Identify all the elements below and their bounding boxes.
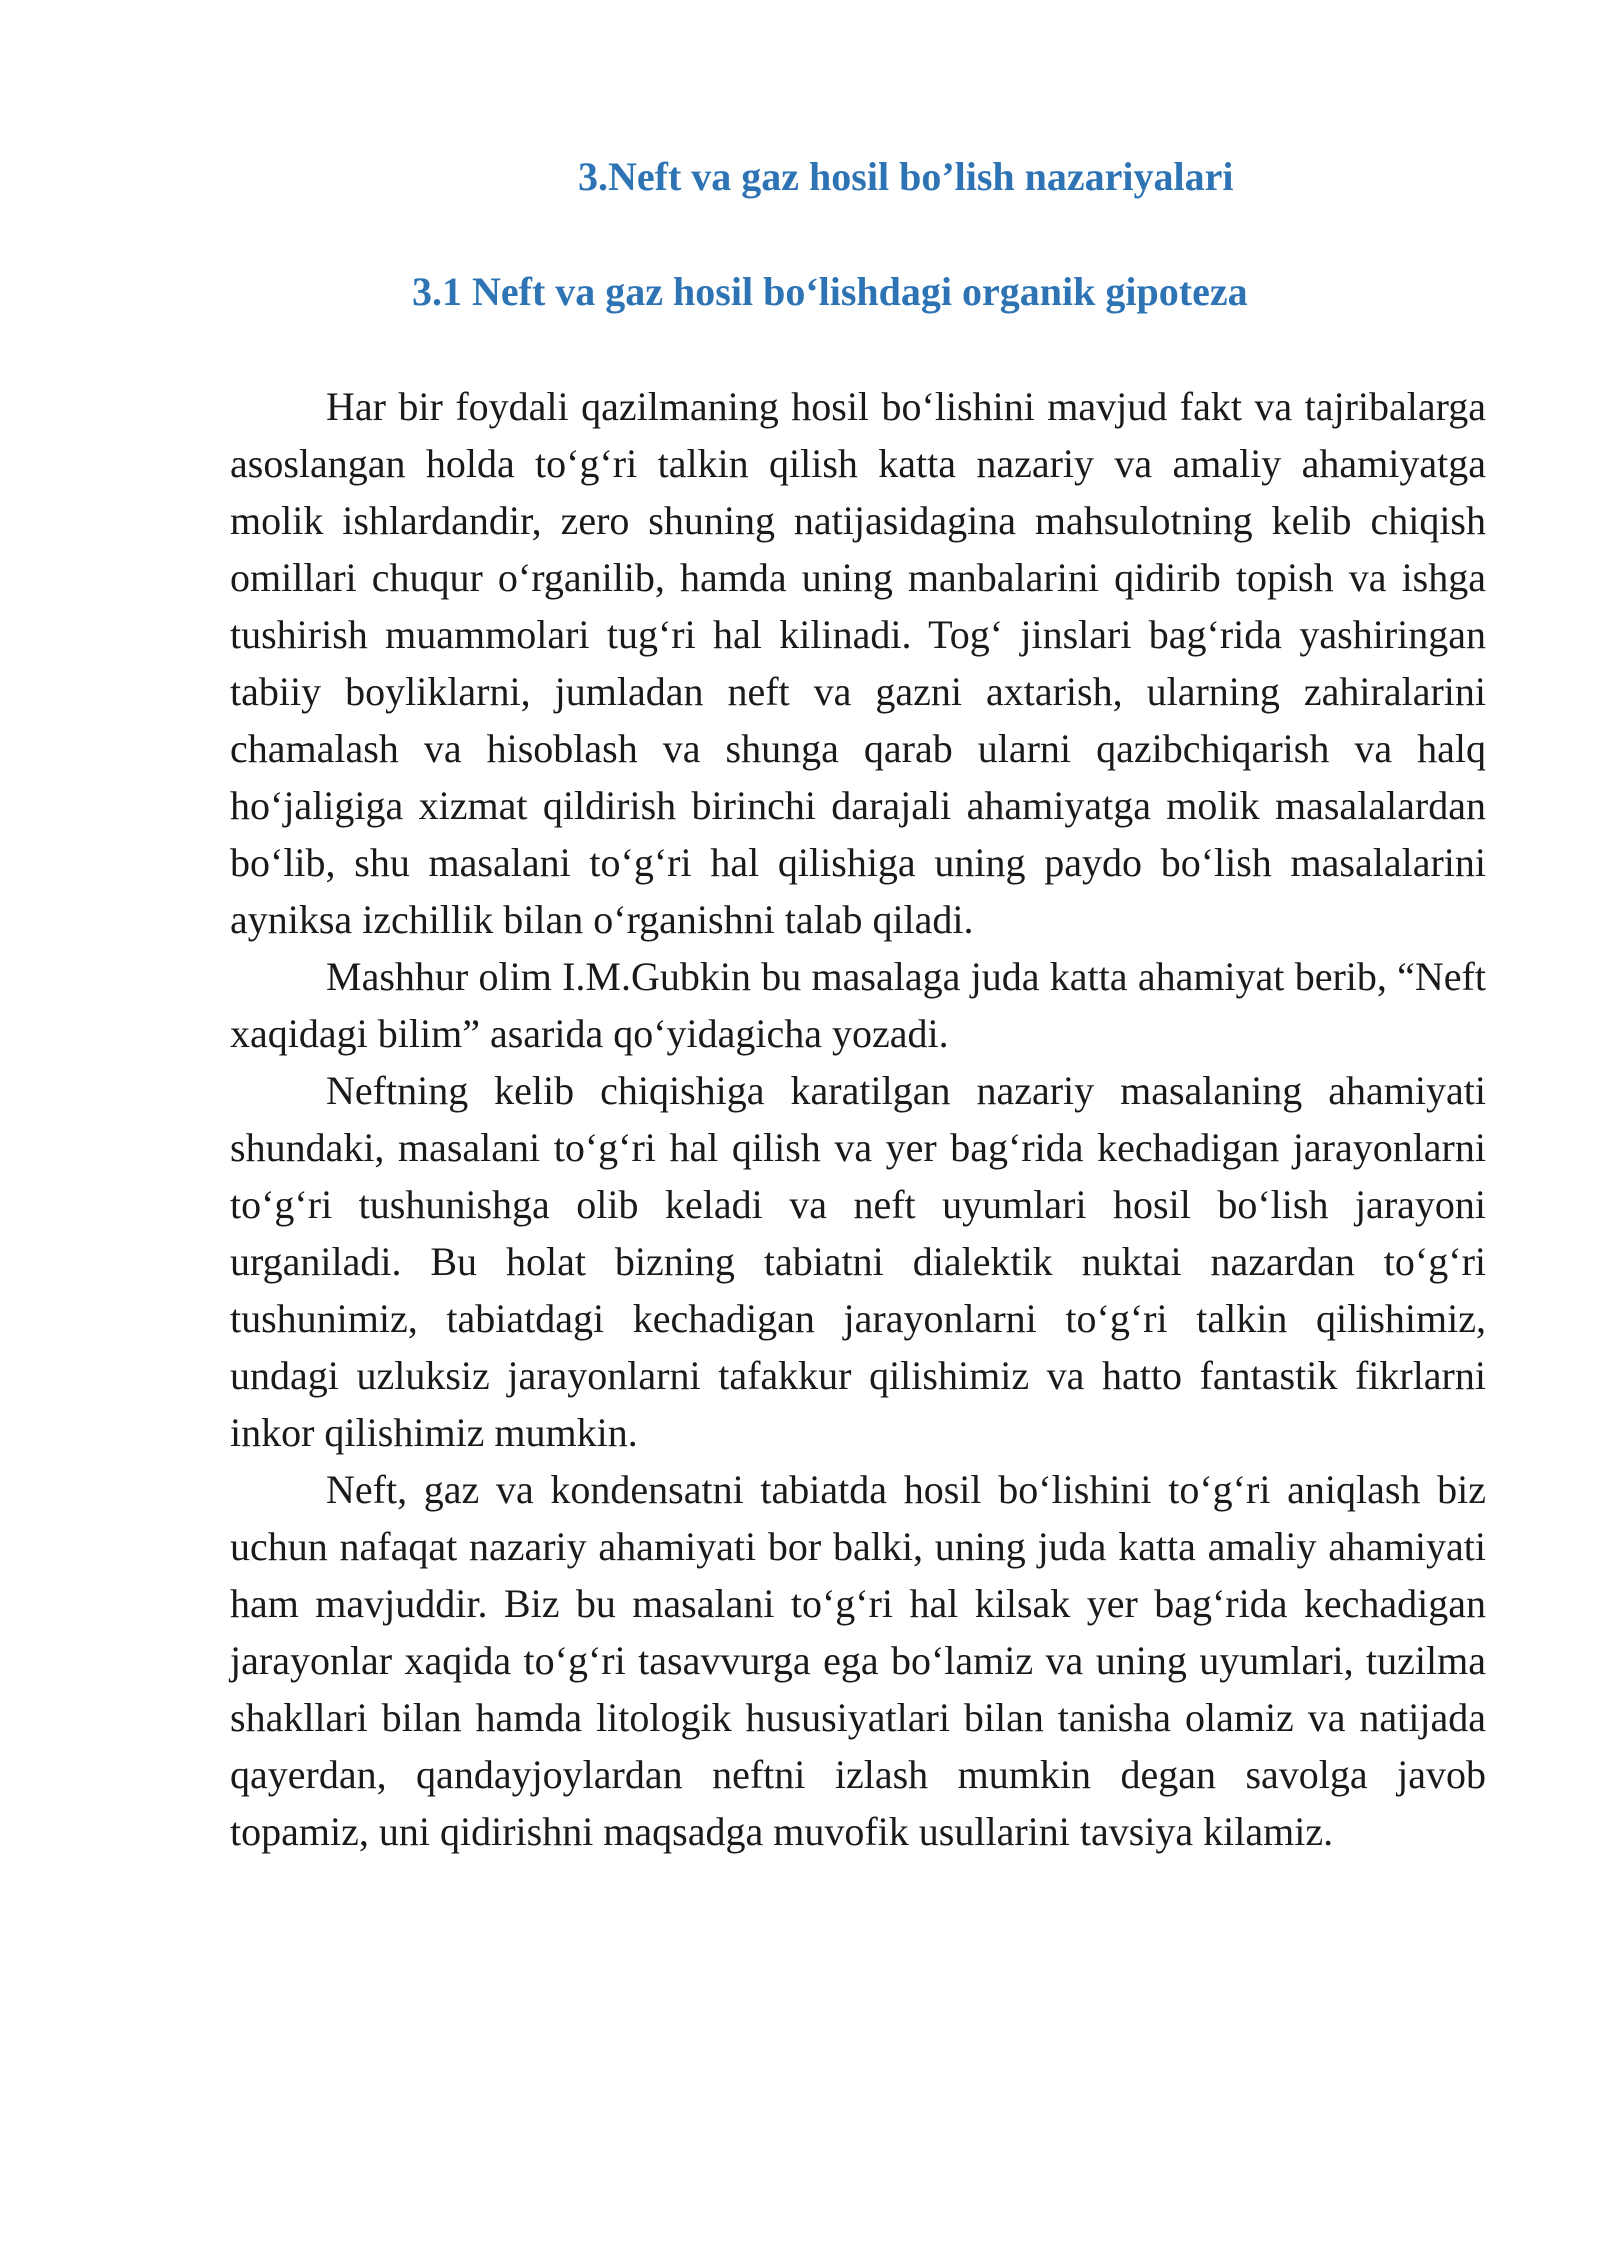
paragraph: Har bir foydali qazilmaning hosil bo‘lishini mavjud fakt va tajribalarga asoslangan holda to‘g‘ri talkin qilish katta nazariy va amaliy ahamiyatga molik ishlardandir, zero shuning natijasidagina mahsulotning kelib chiqish omillari chuqur o‘rganilib, hamda uning manbalarini qidirib topish va ishga tushirish muammolari tug‘ri hal kilinadi. Tog‘ jinslari bag‘rida yashiringan tabiiy boyliklarni, jumladan neft va gazni axtarish, ularning zahiralarini chamalash va hisoblash va shunga qarab ularni qazibchiqarish va halq ho‘jaligiga xizmat qildirish birinchi darajali ahamiyatga molik masalalardan bo‘lib, shu masalani to‘g‘ri hal qilishiga uning paydo bo‘lish masalalarini ayniksa izchillik bilan o‘rganishni talab qiladi. <box>230 384 1486 942</box>
body-text <box>230 378 1486 1860</box>
paragraph: Neftning kelib chiqishiga karatilgan nazariy masalaning ahamiyati shundaki, masalani to‘g‘ri hal qilish va yer bag‘rida kechadigan jarayonlarni to‘g‘ri tushunishga olib keladi va neft uyumlari hosil bo‘lish jarayoni urganiladi. Bu holat bizning tabiatni dialektik nuktai nazardan to‘g‘ri tushunimiz, tabiatdagi kechadigan jarayonlarni to‘g‘ri talkin qilishimiz, undagi uzluksiz jarayonlarni tafakkur qilishimiz va hatto fantastik fikrlarni inkor qilishimiz mumkin. <box>230 1068 1486 1455</box>
chapter-title: 3.Neft va gaz hosil bo’lish nazariyalari <box>578 154 1234 199</box>
section-title: 3.1 Neft va gaz hosil bo‘lishdagi organik gipoteza <box>412 269 1248 314</box>
paragraph: Mashhur olim I.M.Gubkin bu masalaga juda katta ahamiyat berib, “Neft xaqidagi bilim” asarida qo‘yidagicha yozadi. <box>230 954 1486 1056</box>
paragraph: Neft, gaz va kondensatni tabiatda hosil bo‘lishini to‘g‘ri aniqlash biz uchun nafaqat nazariy ahamiyati bor balki, uning juda katta amaliy ahamiyati ham mavjuddir. Biz bu masalani to‘g‘ri hal kilsak yer bag‘rida kechadigan jarayonlar xaqida to‘g‘ri tasavvurga ega bo‘lamiz va uning uyumlari, tuzilma shakllari bilan hamda litologik hususiyatlari bilan tanisha olamiz va natijada qayerdan, qandayjoylardan neftni izlash mumkin degan savolga javob topamiz, uni qidirishni maqsadga muvofik usullarini tavsiya kilamiz. <box>230 1467 1486 1854</box>
